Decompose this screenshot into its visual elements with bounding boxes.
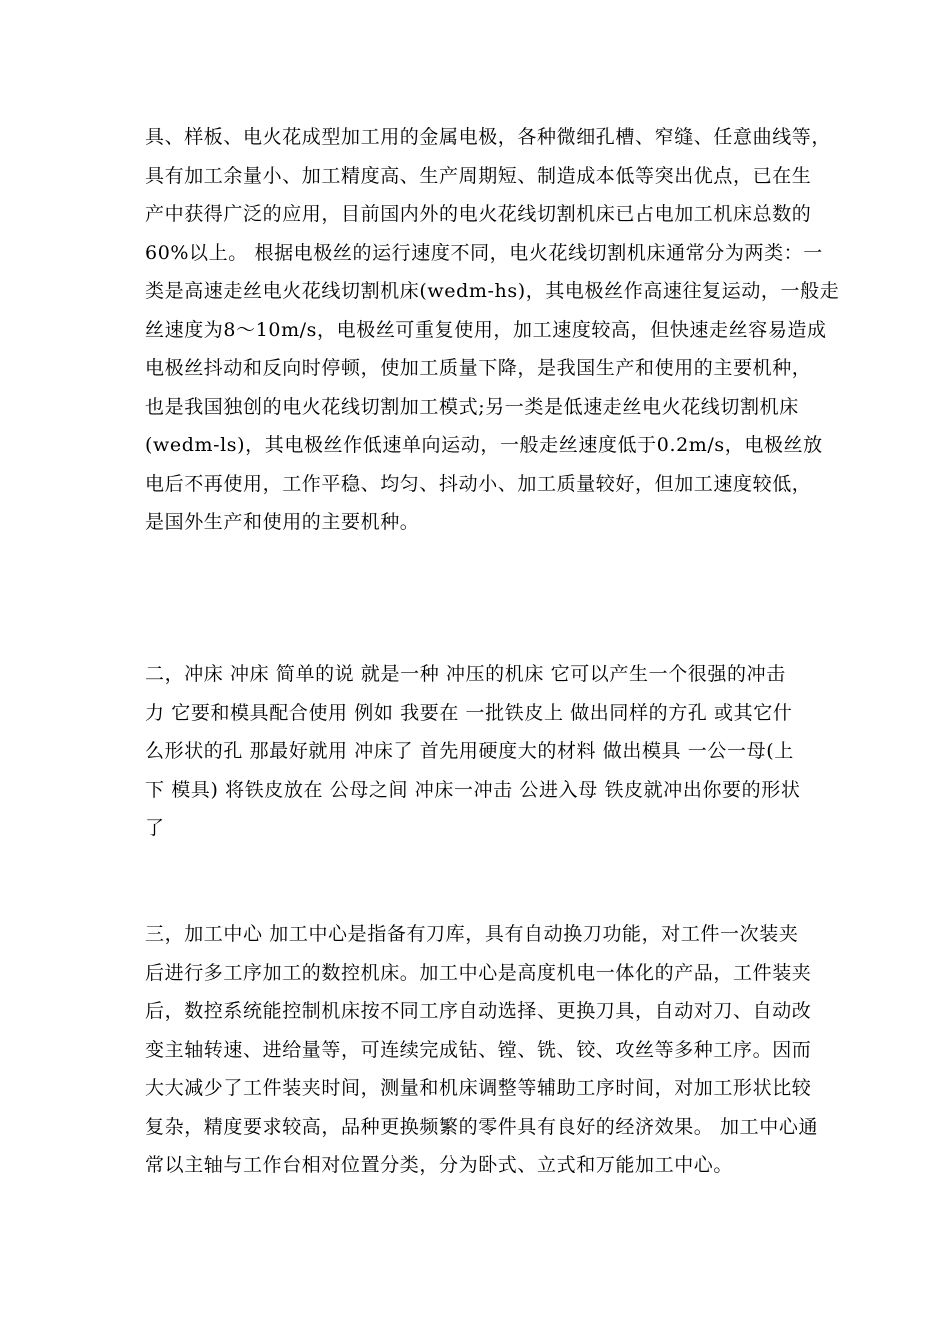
text-line: 也是我国独创的电火花线切割加工模式;另一类是低速走丝电火花线切割机床 — [145, 395, 799, 418]
text-line: 具有加工余量小、加工精度高、生产周期短、制造成本低等突出优点，已在生 — [145, 164, 812, 187]
text-line: 变主轴转速、进给量等，可连续完成钻、镗、铣、铰、攻丝等多种工序。因而 — [145, 1038, 812, 1061]
text-line: 是国外生产和使用的主要机种。 — [145, 511, 420, 533]
text-line: 复杂，精度要求较高，品种更换频繁的零件具有良好的经济效果。 加工中心通 — [145, 1115, 819, 1138]
text-line: 常以主轴与工作台相对位置分类，分为卧式、立式和万能加工中心。 — [145, 1154, 734, 1176]
text-line: 丝速度为8～10m/s，电极丝可重复使用，加工速度较高，但快速走丝容易造成 — [145, 318, 827, 341]
text-line: 大大减少了工件装夹时间，测量和机床调整等辅助工序时间，对加工形状比较 — [145, 1077, 812, 1099]
paragraph-punch-press — [145, 655, 815, 848]
text-line: 电极丝抖动和反向时停顿，使加工质量下降，是我国生产和使用的主要机种， — [145, 357, 812, 379]
text-line: 后，数控系统能控制机床按不同工序自动选择、更换刀具，自动对刀、自动改 — [145, 1000, 812, 1022]
text-line: 电后不再使用，工作平稳、均匀、抖动小、加工质量较好，但加工速度较低， — [145, 472, 812, 495]
text-line: 二，冲床 冲床 简单的说 就是一种 冲压的机床 它可以产生一个很强的冲击 — [145, 663, 786, 685]
paragraph-machining-center — [145, 915, 819, 1185]
text-line: 了 — [145, 817, 165, 839]
paragraph-wire-edm — [145, 118, 840, 542]
text-line: 么形状的孔 那最好就用 冲床了 首先用硬度大的材料 做出模具 一公一母(上 — [145, 740, 794, 762]
text-line: 产中获得广泛的应用，目前国内外的电火花线切割机床已占电加工机床总数的 — [145, 203, 812, 225]
text-line: 60%以上。 根据电极丝的运行速度不同，电火花线切割机床通常分为两类：一 — [145, 241, 823, 264]
text-line: 力 它要和模具配合使用 例如 我要在 一批铁皮上 做出同样的方孔 或其它什 — [145, 701, 793, 724]
text-line: 具、样板、电火花成型加工用的金属电极，各种微细孔槽、窄缝、任意曲线等， — [145, 126, 832, 148]
text-line: (wedm-ls)，其电极丝作低速单向运动，一般走丝速度低于0.2m/s，电极丝放 — [145, 434, 823, 456]
text-line: 三，加工中心 加工中心是指备有刀库，具有自动换刀功能，对工件一次装夹 — [145, 923, 799, 945]
text-line: 类是高速走丝电火花线切割机床(wedm-hs)，其电极丝作高速往复运动，一般走 — [145, 280, 840, 302]
text-line: 后进行多工序加工的数控机床。加工中心是高度机电一体化的产品，工件装夹 — [145, 961, 812, 984]
text-line: 下 模具) 将铁皮放在 公母之间 冲床一冲击 公进入母 铁皮就冲出你要的形状 — [145, 778, 801, 801]
